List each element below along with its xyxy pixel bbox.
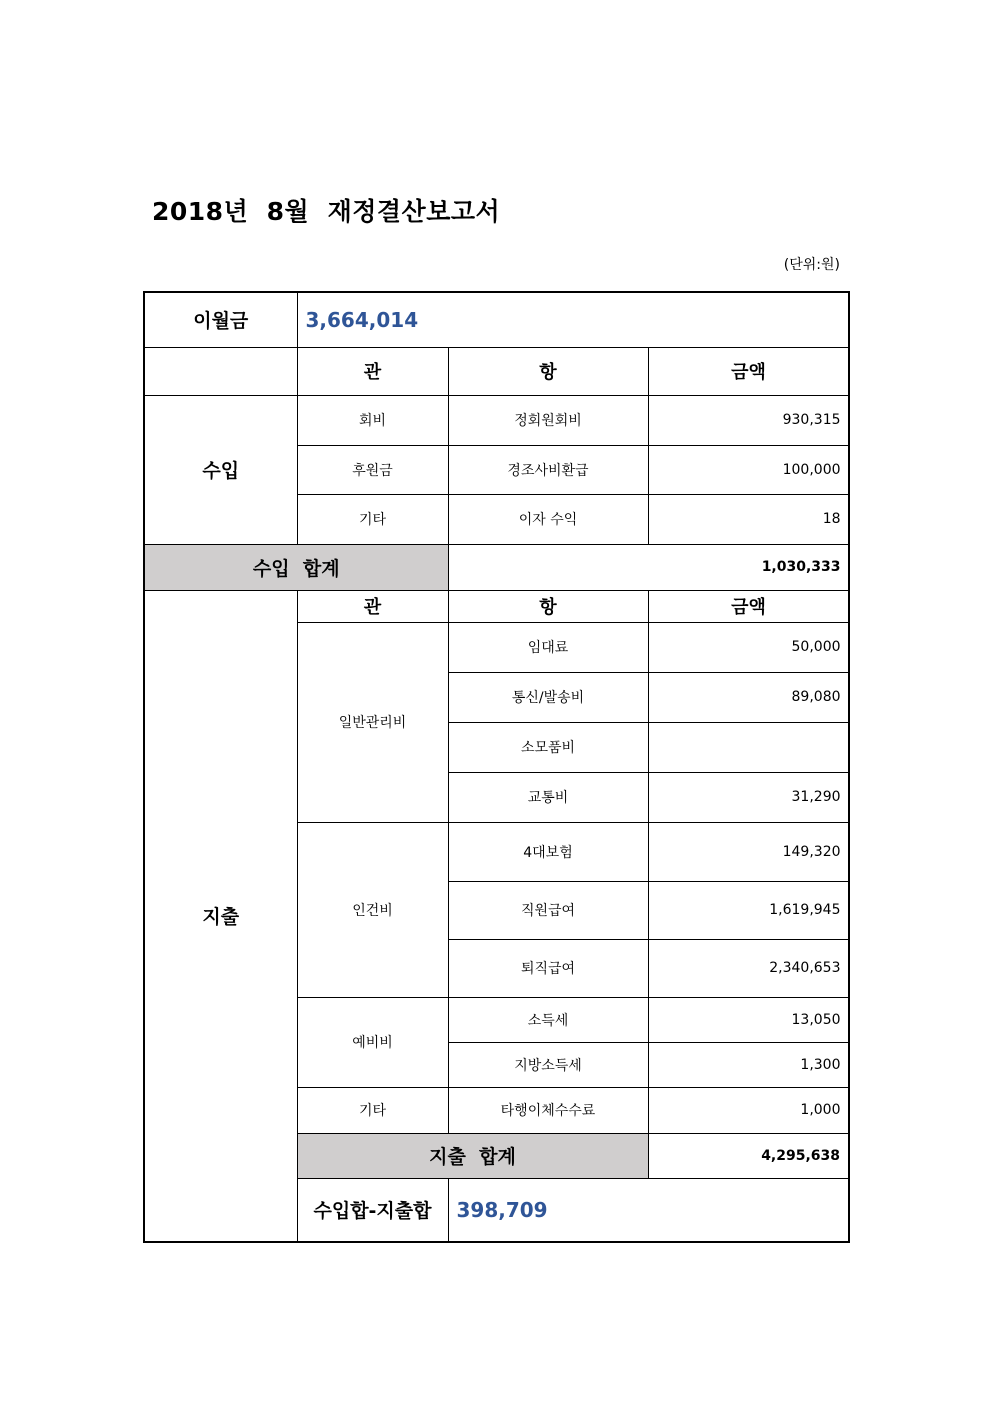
income-hang: 경조사비환급: [448, 445, 648, 494]
expense-gwan: 예비비: [297, 997, 448, 1087]
header-hang: 항: [448, 347, 648, 395]
income-amount: 930,315: [648, 395, 849, 445]
expense-amount: 149,320: [648, 822, 849, 881]
expense-hang: 통신/발송비: [448, 672, 648, 722]
income-hang: 이자 수익: [448, 494, 648, 544]
income-gwan: 기타: [297, 494, 448, 544]
income-hang: 정회원회비: [448, 395, 648, 445]
header-amount: 금액: [648, 347, 849, 395]
income-total-value: 1,030,333: [448, 544, 849, 590]
income-gwan: 후원금: [297, 445, 448, 494]
expense-hang: 지방소득세: [448, 1042, 648, 1087]
carryover-row: [144, 292, 849, 347]
unit-note: (단위:원): [783, 257, 840, 273]
expense-amount: 50,000: [648, 622, 849, 672]
expense-gwan: 기타: [297, 1087, 448, 1133]
expense-hang: 소득세: [448, 997, 648, 1042]
expense-amount: 1,000: [648, 1087, 849, 1133]
expense-amount: 1,619,945: [648, 881, 849, 939]
header-gwan: 관: [297, 347, 448, 395]
balance-value: 398,709: [448, 1178, 849, 1242]
expense-hang: 퇴직급여: [448, 939, 648, 997]
income-amount: 100,000: [648, 445, 849, 494]
header-hang: 항: [448, 590, 648, 622]
header-amount: 금액: [648, 590, 849, 622]
finance-table: [143, 291, 850, 1243]
expense-hang: 4대보험: [448, 822, 648, 881]
income-gwan: 회비: [297, 395, 448, 445]
income-total-label: 수입 합계: [144, 544, 448, 590]
expense-amount: 2,340,653: [648, 939, 849, 997]
expense-gwan: 일반관리비: [297, 622, 448, 822]
table-row: [144, 395, 849, 445]
expense-amount: 13,050: [648, 997, 849, 1042]
expense-amount: 89,080: [648, 672, 849, 722]
income-total-row: [144, 544, 849, 590]
expense-amount: 1,300: [648, 1042, 849, 1087]
expense-hang: 타행이체수수료: [448, 1087, 648, 1133]
expense-gwan: 인건비: [297, 822, 448, 997]
expense-label: 지출: [144, 590, 297, 1242]
balance-label: 수입합-지출합: [297, 1178, 448, 1242]
expense-hang: 교통비: [448, 772, 648, 822]
expense-hang: 직원급여: [448, 881, 648, 939]
carryover-value: 3,664,014: [297, 292, 849, 347]
expense-header-row: [144, 590, 849, 622]
income-amount: 18: [648, 494, 849, 544]
expense-amount: 31,290: [648, 772, 849, 822]
expense-amount: [648, 722, 849, 772]
expense-total-value: 4,295,638: [648, 1133, 849, 1178]
expense-total-label: 지출 합계: [297, 1133, 648, 1178]
expense-hang: 소모품비: [448, 722, 648, 772]
expense-hang: 임대료: [448, 622, 648, 672]
income-header-row: [144, 347, 849, 395]
report-title: 2018년 8월 재정결산보고서: [152, 197, 501, 226]
header-blank: [144, 347, 297, 395]
income-label: 수입: [144, 395, 297, 544]
carryover-label: 이월금: [144, 292, 297, 347]
header-gwan: 관: [297, 590, 448, 622]
